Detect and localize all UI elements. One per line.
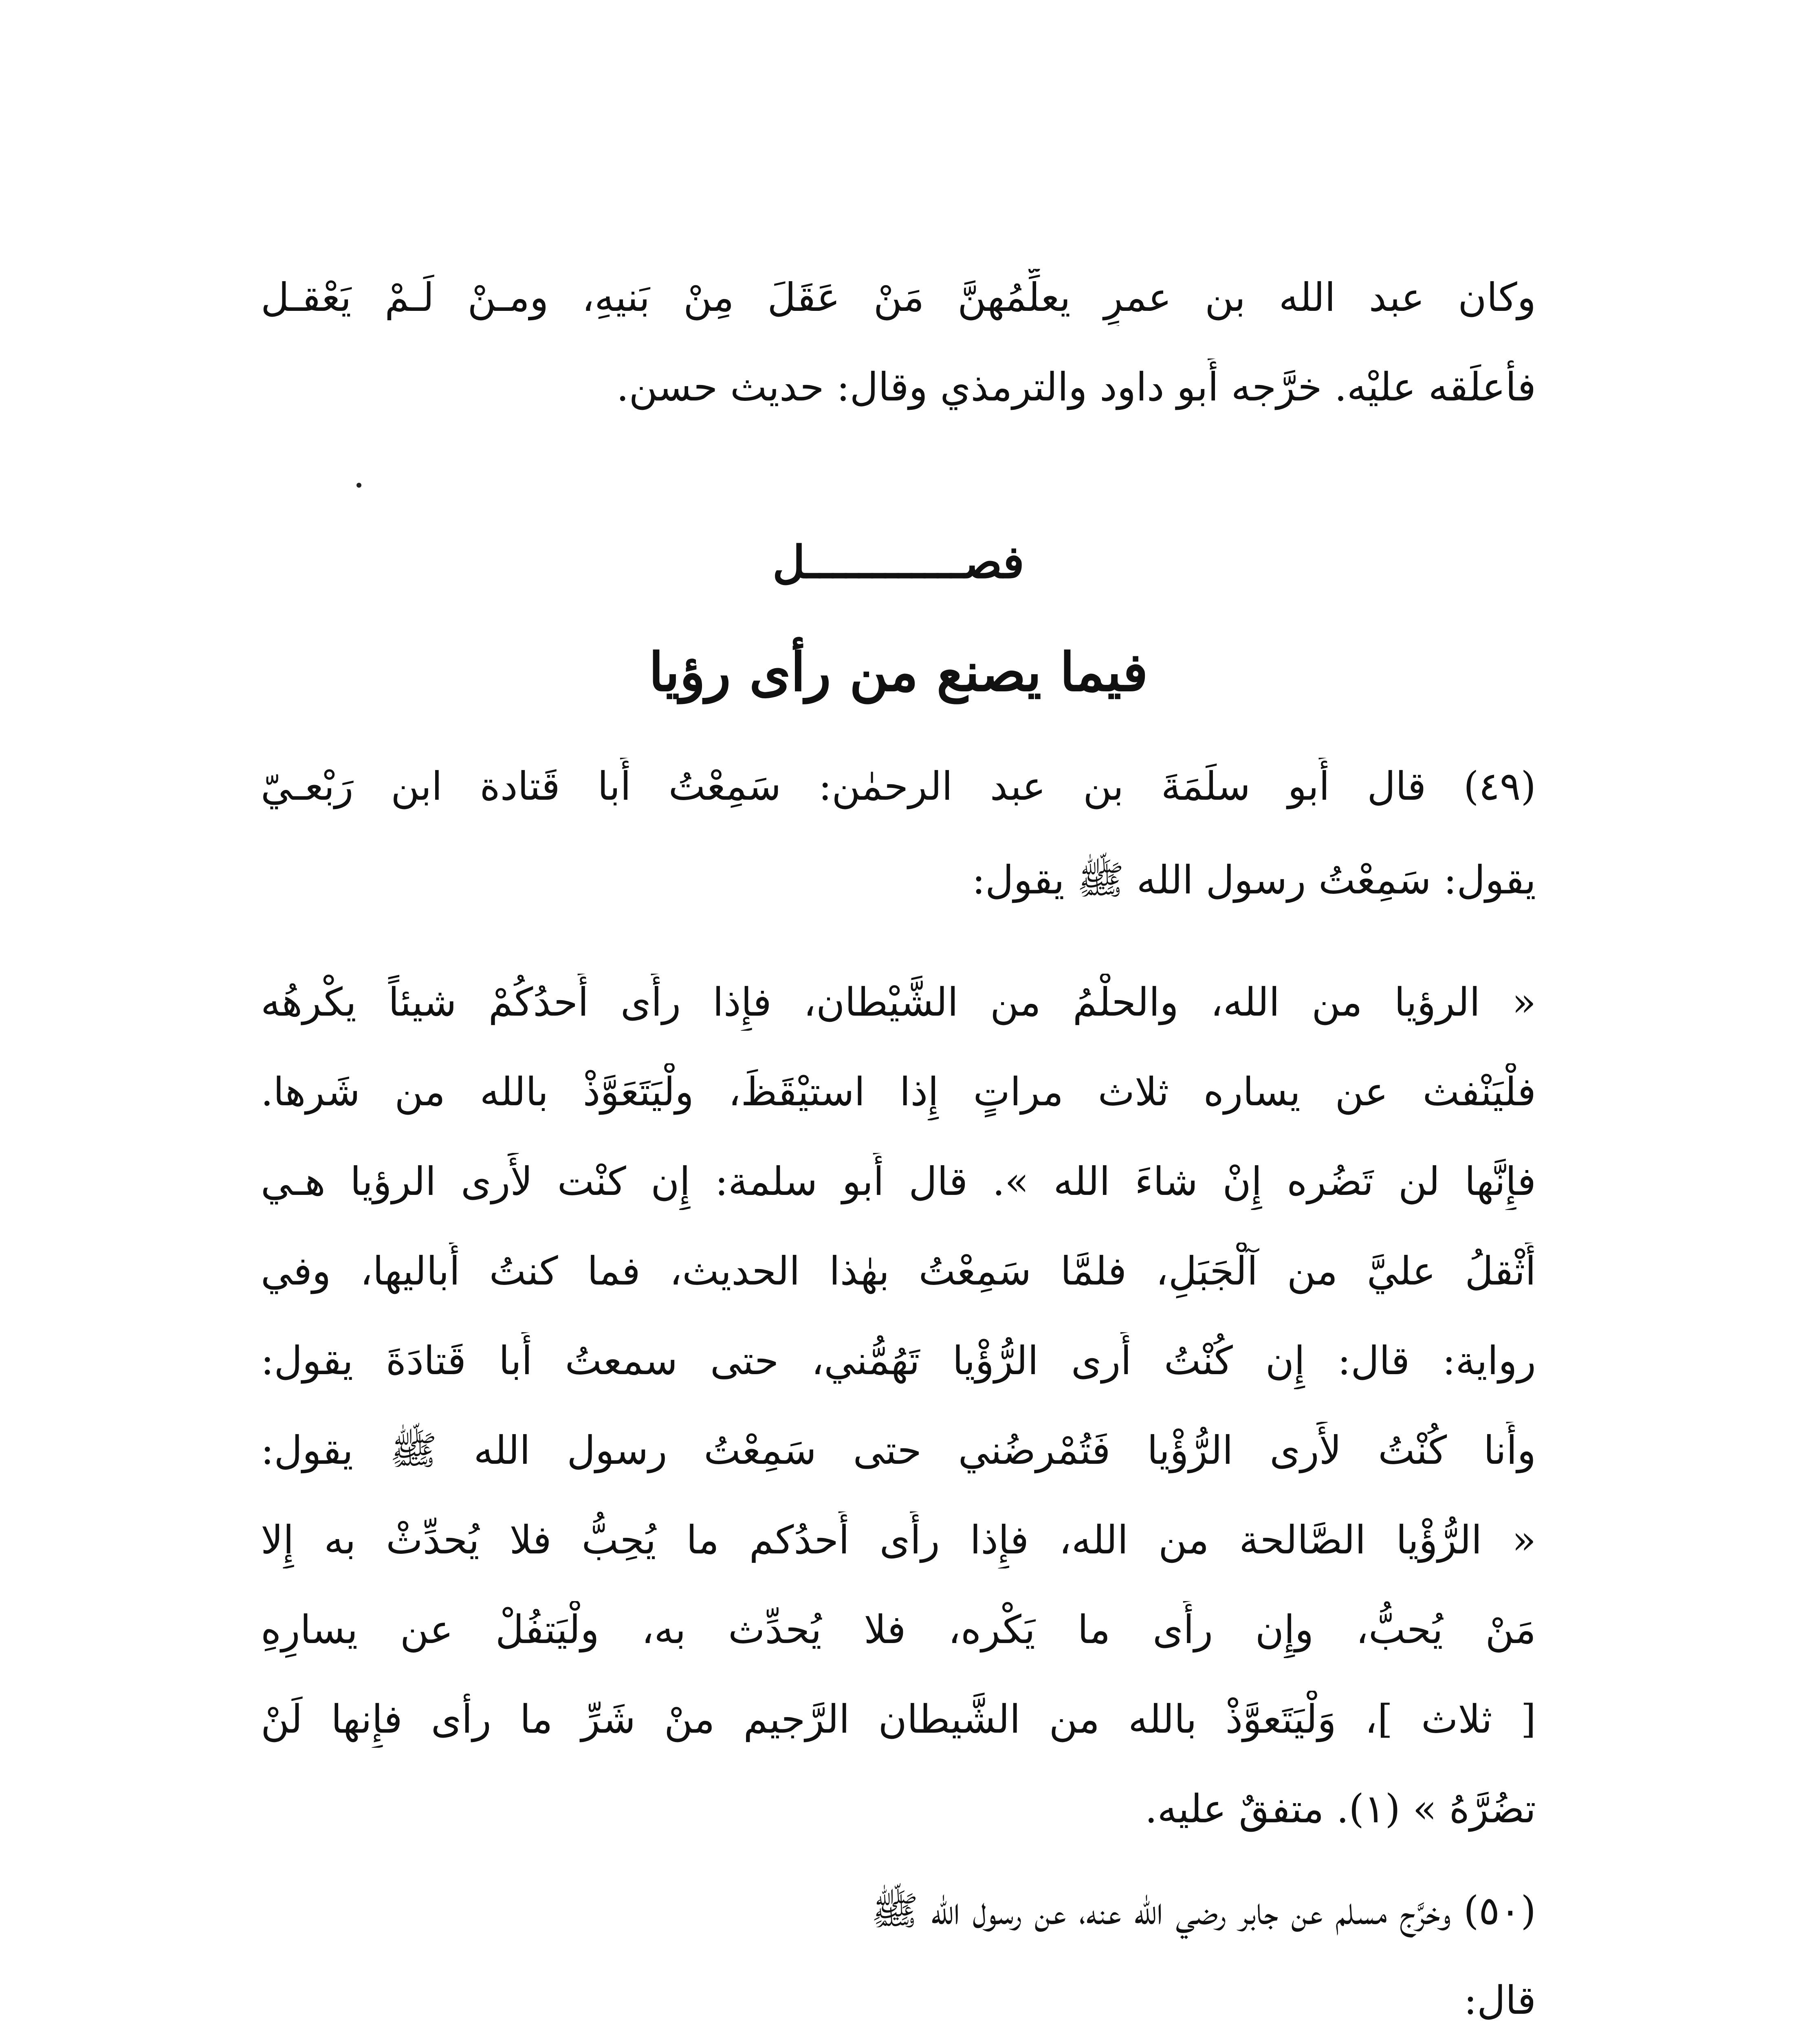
hadith-49-body-line-9: [ ثلاث ]، وَلْيَتَعوَّذْ بالله من الشَّيطان الرَّجيم منْ شَرِّ ما رأى فإِنها لَنْ	[261, 1696, 1536, 1742]
hadith-49-body-line-5: رواية: قال: إِن كُنْتُ أَرى الرُّؤْيا تَهُمُّني، حتى سمعتُ أَبا قَتادَةَ يقول:	[261, 1338, 1536, 1384]
hadith-50-line-1: (٥٠) وخرَّج مسلم عن جابر رضي الله عنه، عن رسول الله ﷺ	[871, 1888, 1536, 1934]
section-title: فيما يصنع من رأى رؤيا	[649, 641, 1148, 703]
hadith-49-body-line-6: وأَنا كُنْتُ لأَرى الرُّؤْيا فَتُمْرضُني حتى سَمِعْتُ رسول الله ﷺ يقول:	[261, 1428, 1536, 1473]
hadith-49-line-1: (٤٩) قال أَبو سلَمَةَ بن عبد الرحمٰن: سَمِعْتُ أَبا قَتادة ابن رَبْعـيّ	[261, 763, 1536, 809]
hadith-49-body-line-4: أَثْقلُ عليَّ من آلْجَبَلِ، فلمَّا سَمِعْتُ بهٰذا الحديث، فما كنتُ أُباليها، وفي	[261, 1248, 1536, 1294]
hadith-49-body-line-8: مَنْ يُحبُّ، وإِن رأَى ما يَكْره، فلا يُحدِّث به، ولْيَتفُلْ عن يسارِهِ	[261, 1607, 1536, 1652]
hadith-49-body-line-1: « الرؤيا من الله، والحلْمُ من الشَّيْطان، فإِذا رأَى أَحدُكُمْ شيئاً يكْرهُه	[261, 979, 1536, 1025]
hadith-49-body-line-10: تضُرَّهُ » (١). متفقٌ عليه.	[1144, 1786, 1536, 1832]
hadith-50-line-2: قال:	[1463, 1978, 1536, 2023]
hadith-49-body-line-7: « الرُّؤْيا الصَّالحة من الله، فإِذا رأَى أَحدُكم ما يُحِبُّ فلا يُحدِّثْ به إِلا	[261, 1517, 1536, 1563]
hadith-49-line-2: يقول: سَمِعْتُ رسول الله ﷺ يقول:	[972, 857, 1536, 903]
stray-dot	[357, 483, 361, 488]
hadith-49-body-line-2: فلْيَنْفث عن يساره ثلاث مراتٍ إِذا استيْقَظَ، ولْيَتَعَوَّذْ بالله من شَرها.	[261, 1069, 1536, 1115]
hadith-49-body-line-3: فإِنَّها لن تَضُره إِنْ شاءَ الله ». قال أَبو سلمة: إِن كنْت لأَرى الرؤيا هـي	[261, 1159, 1536, 1204]
section-fasl-heading: فصــــــــــــل	[772, 536, 1024, 588]
intro-line-1: وكان عبد الله بن عمرٍ يعلِّمُهنَّ مَنْ عَقَلَ مِنْ بَنيهِ، ومـنْ لَـمْ يَعْقـل	[261, 275, 1536, 320]
intro-line-2: فأَعلَقه عليْه. خرَّجه أَبو داود والترمذي وقال: حديث حسن.	[616, 364, 1536, 410]
